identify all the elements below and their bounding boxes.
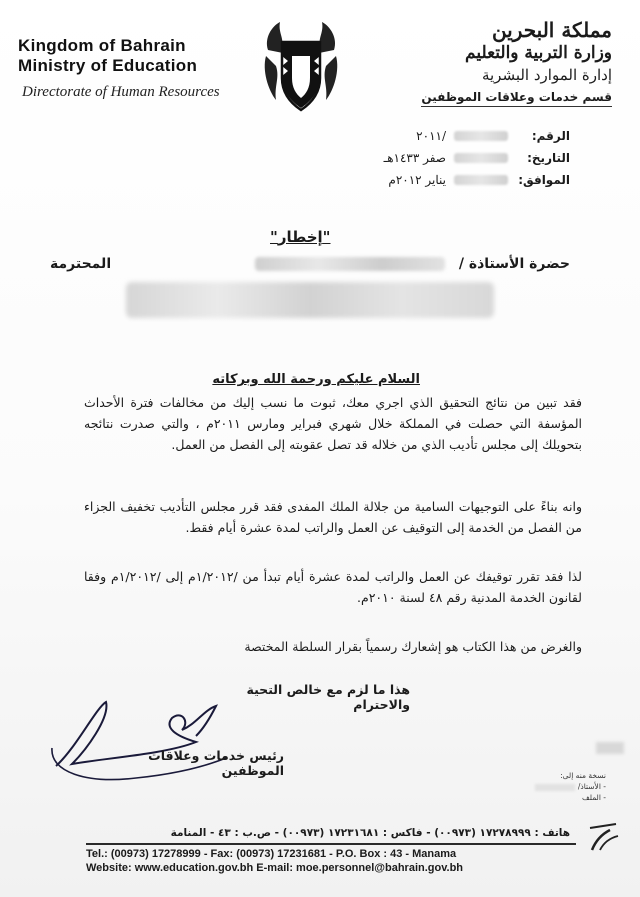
addressee-prefix: حضرة الأستاذة / xyxy=(458,256,570,272)
section-name-ar: قسم خدمات وعلاقات الموظفين xyxy=(421,88,612,107)
arabic-letterhead xyxy=(332,18,612,107)
footer-web-email: Website: www.education.gov.bh E-mail: moe.personnel@bahrain.gov.bh xyxy=(86,862,464,874)
english-letterhead xyxy=(18,36,220,101)
copy-line-1: نسخة منه إلى: xyxy=(560,771,606,780)
ministry-name-ar: وزارة التربية والتعليم xyxy=(465,43,612,63)
redacted-stamp xyxy=(596,742,624,754)
copy-line-2-row xyxy=(476,781,606,792)
redacted-date xyxy=(454,153,508,163)
bahrain-emblem-icon xyxy=(262,20,340,116)
kingdom-name-ar: مملكة البحرين xyxy=(491,18,612,42)
body-paragraph-3: لذا فقد تقرر توقيفك عن العمل والراتب لمدة عشرة أيام تبدأ من /١/٢٠١٢م إلى /١/٢٠١٢م وفقا لقانون الخدمة المدنية رقم ٤٨ لسنة ٢٠١٠م. xyxy=(84,569,582,605)
redacted-address xyxy=(126,282,494,318)
kingdom-name-en: Kingdom of Bahrain xyxy=(18,36,186,55)
copy-line-3: - الملف xyxy=(581,793,606,802)
footer-divider xyxy=(86,843,576,845)
footer-contact-en: Tel.: (00973) 17278999 - Fax: (00973) 17231681 - P.O. Box : 43 - Manama xyxy=(86,848,457,860)
anniversary-logo-icon xyxy=(586,822,626,856)
date-label: التاريخ: xyxy=(527,151,570,165)
copy-line-2: - الأستاذ/ xyxy=(577,782,606,791)
ref-value: /٢٠١١ xyxy=(416,129,446,143)
closing-line: هذا ما لزم مع خالص التحية والاحترام xyxy=(246,682,410,712)
redacted-ref xyxy=(454,131,508,141)
corresponding-label: الموافق: xyxy=(518,173,570,187)
copy-to-block xyxy=(476,770,606,803)
directorate-name-ar: إدارة الموارد البشرية xyxy=(481,66,612,84)
addressee-suffix: المحترمة xyxy=(50,256,112,272)
ref-row xyxy=(310,125,570,147)
signer-title: رئيس خدمات وعلاقات الموظفين xyxy=(148,748,284,778)
corresponding-value: يناير ٢٠١٢م xyxy=(388,173,446,187)
redacted-name xyxy=(255,257,445,271)
redacted-copy-name xyxy=(535,784,575,791)
footer-contact-ar: هاتف : ١٧٢٧٨٩٩٩ (٠٠٩٧٣) - فاكس : ١٧٢٣١٦٨١ (٠٠٩٧٣) - ص.ب : ٤٣ - المنامة xyxy=(170,827,570,839)
ministry-name-en: Ministry of Education xyxy=(18,56,198,75)
body-paragraph-2: وانه بناءً على التوجيهات السامية من جلالة الملك المفدى فقد قرر مجلس التأديب تخفيف الجزاء من الفصل من الخدمة إلى التوقيف عن العمل والراتب لمدة عشرة أيام فقط. xyxy=(84,499,582,535)
body-paragraph-4: والغرض من هذا الكتاب هو إشعارك رسمياً بقرار السلطة المختصة xyxy=(244,639,582,654)
reference-block xyxy=(310,125,570,191)
date-value: صفر ١٤٣٣هـ xyxy=(383,151,446,165)
addressee-line xyxy=(50,256,570,272)
redacted-corresponding xyxy=(454,175,508,185)
date-row xyxy=(310,147,570,169)
greeting: السلام عليكم ورحمة الله وبركاته xyxy=(212,372,420,387)
body-paragraph-1: فقد تبين من نتائج التحقيق الذي اجري معك، ثبوت ما نسب إليك من مخالفات فترة الأحداث المؤسفة التي حصلت في المملكة خلال شهري فبراير ومارس ٢٠١١م ، والتي صدرت نتائجه بتحويلك إلى مجلس تأديب الذي من خلاله قد تصل عقوبته إلى الفصل من العمل. xyxy=(84,395,583,452)
corresponding-row xyxy=(310,169,570,191)
ref-label: الرقم: xyxy=(531,129,570,143)
directorate-name-en: Directorate of Human Resources xyxy=(22,84,220,100)
notice-title: "إخطار" xyxy=(270,228,331,246)
letter-footer xyxy=(86,826,576,875)
